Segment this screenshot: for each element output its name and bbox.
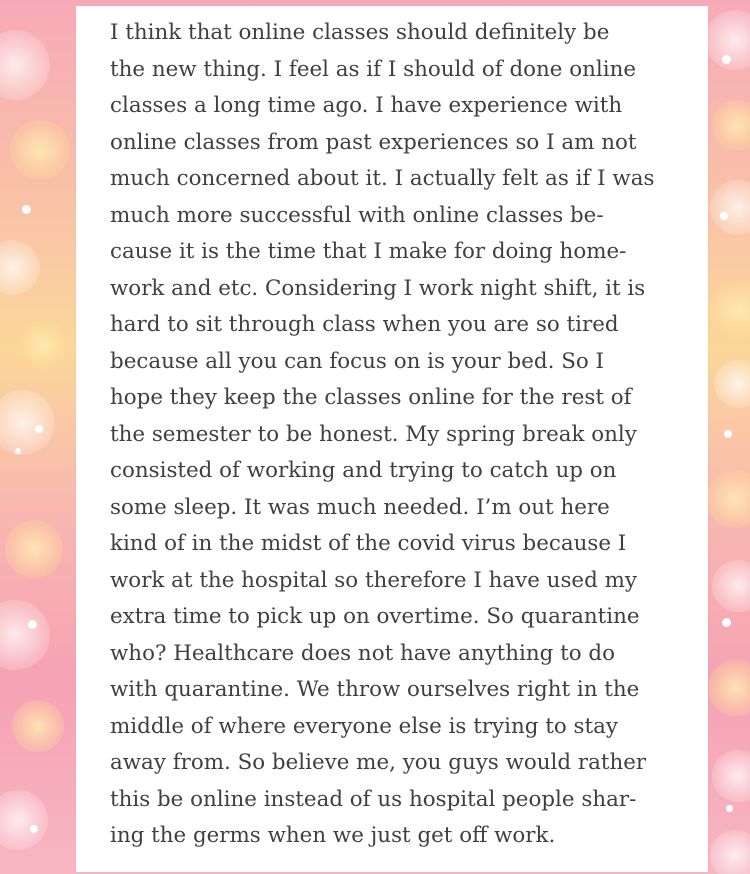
text-line: away from. So believe me, you guys would rather	[110, 750, 647, 775]
text-line: with quarantine. We throw ourselves right in the	[110, 677, 640, 702]
text-line: I think that online classes should definitely be	[110, 20, 610, 45]
text-line: ing the germs when we just get off work.	[110, 823, 556, 848]
bokeh-light	[712, 560, 750, 612]
bokeh-light	[35, 425, 43, 433]
text-line: who? Healthcare does not have anything to do	[110, 640, 615, 666]
text-line: this be online instead of us hospital people shar-	[110, 786, 637, 812]
bokeh-light	[0, 240, 40, 295]
text-line: much concerned about it. I actually felt as if I was	[110, 166, 655, 191]
text-line: extra time to pick up on overtime. So quarantine	[110, 604, 640, 629]
bokeh-light	[12, 700, 64, 752]
text-line: classes a long time ago. I have experience with	[110, 93, 623, 118]
text-line: because all you can focus on is your bed. So I	[110, 348, 604, 374]
text-line: the new thing. I feel as if I should of done online	[110, 56, 637, 82]
bokeh-light	[710, 830, 750, 874]
bokeh-light	[10, 120, 70, 180]
text-line: much more successful with online classes be-	[110, 202, 604, 228]
text-line: cause it is the time that I make for doing home-	[110, 239, 627, 264]
bokeh-light	[28, 620, 37, 629]
bokeh-light	[706, 470, 750, 528]
bokeh-light	[0, 390, 55, 455]
bokeh-light	[708, 280, 750, 340]
text-line: middle of where everyone else is trying to stay	[110, 713, 618, 739]
bokeh-light	[0, 600, 50, 670]
bokeh-light	[0, 30, 50, 100]
text-line: kind of in the midst of the covid virus because I	[110, 531, 627, 556]
bokeh-light	[708, 660, 750, 716]
text-line: hope they keep the classes online for the rest of	[110, 385, 632, 410]
bokeh-light	[710, 180, 750, 235]
text-line: the semester to be honest. My spring break only	[110, 421, 637, 447]
text-line: online classes from past experiences so I am not	[110, 129, 637, 155]
bokeh-light	[18, 320, 68, 370]
bokeh-light	[714, 360, 750, 408]
bokeh-light	[712, 750, 750, 802]
bokeh-light	[22, 205, 31, 214]
bokeh-light	[0, 790, 48, 850]
text-card	[76, 6, 708, 872]
bokeh-light	[712, 100, 750, 150]
text-line: work and etc. Considering I work night shift, it is	[110, 275, 646, 301]
text-line: consisted of working and trying to catch up on	[110, 458, 617, 483]
text-line: hard to sit through class when you are so tired	[110, 312, 619, 337]
bokeh-light	[726, 805, 733, 812]
bokeh-light	[15, 448, 21, 454]
body-text	[110, 15, 700, 855]
bokeh-light	[720, 212, 728, 220]
text-line: work at the hospital so therefore I have used my	[110, 567, 637, 593]
text-line: some sleep. It was much needed. I’m out here	[110, 494, 610, 520]
bokeh-light	[722, 618, 731, 627]
bokeh-light	[724, 430, 732, 438]
bokeh-light	[5, 520, 63, 578]
bokeh-light	[722, 55, 731, 64]
